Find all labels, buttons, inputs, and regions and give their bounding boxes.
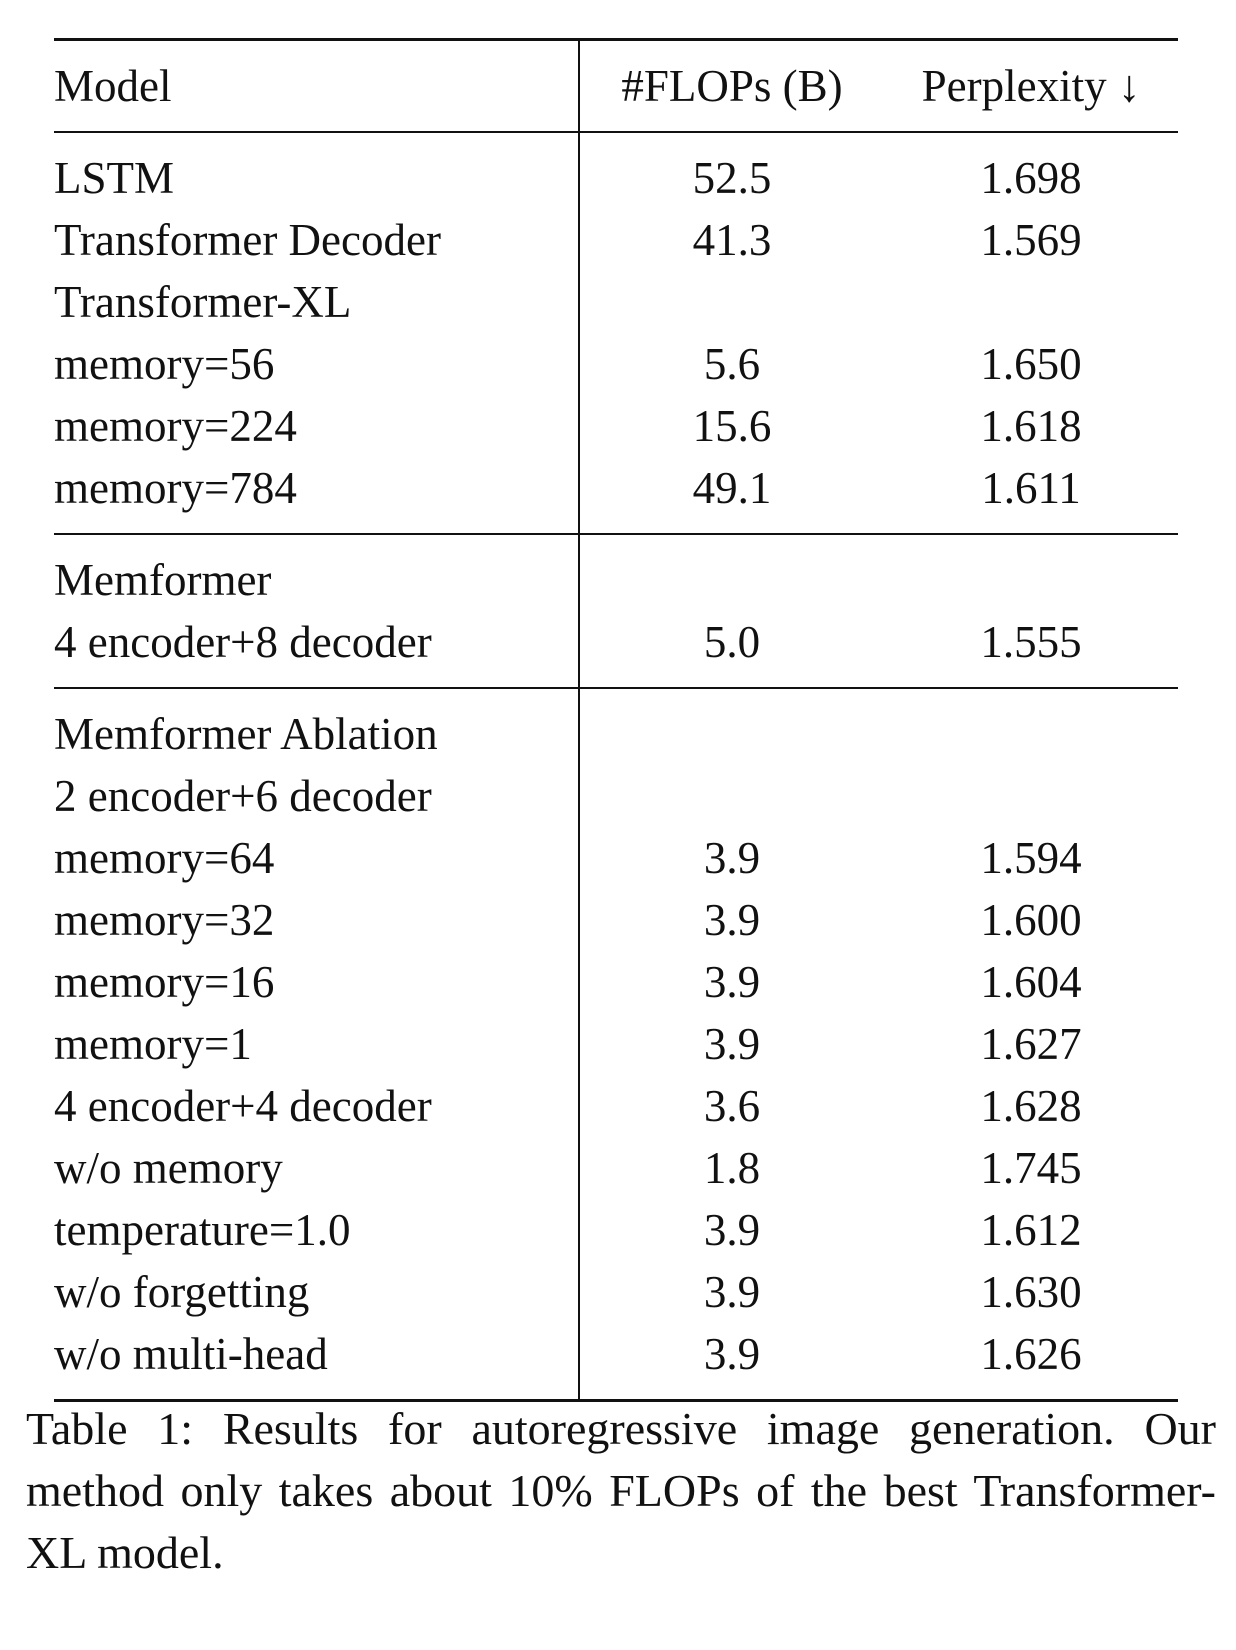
perplexity-cell <box>884 271 1178 333</box>
results-table-container <box>54 38 1178 1402</box>
flops-cell: 3.9 <box>703 1019 761 1069</box>
table-row <box>54 457 1178 534</box>
header-model: Model <box>54 40 579 133</box>
table-row <box>54 688 1178 765</box>
table-row <box>54 889 1178 951</box>
model-cell: 2 encoder+6 decoder <box>54 765 579 827</box>
flops-cell <box>579 765 884 827</box>
perplexity-cell: 1.627 <box>980 1019 1082 1069</box>
model-cell: memory=64 <box>54 827 579 889</box>
model-cell: 4 encoder+4 decoder <box>54 1075 579 1137</box>
perplexity-cell: 1.628 <box>980 1081 1082 1131</box>
model-cell: LSTM <box>54 132 579 209</box>
model-cell: temperature=1.0 <box>54 1199 579 1261</box>
perplexity-cell <box>884 688 1178 765</box>
model-cell: memory=784 <box>54 457 579 534</box>
perplexity-cell <box>884 765 1178 827</box>
table-row <box>54 395 1178 457</box>
perplexity-cell: 1.594 <box>980 833 1082 883</box>
perplexity-cell <box>884 534 1178 611</box>
flops-cell: 52.5 <box>692 153 772 203</box>
results-table <box>54 38 1178 1402</box>
perplexity-cell: 1.698 <box>980 153 1082 203</box>
table-caption: Table 1: Results for autoregressive image generation. Our method only takes about 10% FLOPs of the best Transformer-XL model. <box>26 1403 1216 1578</box>
flops-cell: 5.6 <box>703 339 761 389</box>
model-cell: Transformer Decoder <box>54 209 579 271</box>
flops-cell: 1.8 <box>703 1143 761 1193</box>
table-row <box>54 951 1178 1013</box>
flops-cell: 3.9 <box>703 957 761 1007</box>
flops-cell: 3.9 <box>703 895 761 945</box>
flops-cell: 15.6 <box>692 401 772 451</box>
model-cell: w/o forgetting <box>54 1261 579 1323</box>
table-row <box>54 1199 1178 1261</box>
model-cell: memory=1 <box>54 1013 579 1075</box>
table-row <box>54 271 1178 333</box>
table-row <box>54 333 1178 395</box>
table-row <box>54 1323 1178 1401</box>
flops-cell: 3.9 <box>703 1267 761 1317</box>
table-row <box>54 209 1178 271</box>
header-flops: #FLOPs (B) <box>621 61 843 111</box>
perplexity-cell: 1.630 <box>980 1267 1082 1317</box>
perplexity-cell: 1.745 <box>980 1143 1082 1193</box>
table-row <box>54 132 1178 209</box>
perplexity-cell: 1.569 <box>980 215 1082 265</box>
model-cell: Memformer Ablation <box>54 688 579 765</box>
flops-cell: 3.9 <box>579 1323 884 1401</box>
flops-cell: 5.0 <box>579 611 884 688</box>
perplexity-cell: 1.604 <box>980 957 1082 1007</box>
model-cell: w/o multi-head <box>54 1323 579 1401</box>
flops-cell <box>579 534 884 611</box>
flops-cell <box>579 271 884 333</box>
model-cell: Transformer-XL <box>54 271 579 333</box>
perplexity-cell: 1.612 <box>980 1205 1082 1255</box>
perplexity-cell: 1.626 <box>884 1323 1178 1401</box>
table-row <box>54 1137 1178 1199</box>
table-row <box>54 765 1178 827</box>
table-row <box>54 611 1178 688</box>
table-row <box>54 1075 1178 1137</box>
table-row <box>54 1013 1178 1075</box>
perplexity-cell: 1.611 <box>884 457 1178 534</box>
flops-cell: 3.9 <box>703 833 761 883</box>
flops-cell: 3.9 <box>703 1205 761 1255</box>
model-cell: w/o memory <box>54 1137 579 1199</box>
model-cell: memory=16 <box>54 951 579 1013</box>
model-cell: 4 encoder+8 decoder <box>54 611 579 688</box>
perplexity-cell: 1.618 <box>980 401 1082 451</box>
model-cell: memory=32 <box>54 889 579 951</box>
perplexity-cell: 1.600 <box>980 895 1082 945</box>
model-cell: memory=56 <box>54 333 579 395</box>
perplexity-cell: 1.555 <box>884 611 1178 688</box>
table-row <box>54 1261 1178 1323</box>
model-cell: memory=224 <box>54 395 579 457</box>
header-perplexity: Perplexity ↓ <box>921 61 1141 111</box>
perplexity-cell: 1.650 <box>980 339 1082 389</box>
flops-cell: 49.1 <box>579 457 884 534</box>
header-row <box>54 40 1178 133</box>
flops-cell: 3.6 <box>703 1081 761 1131</box>
flops-cell <box>579 688 884 765</box>
table-row <box>54 534 1178 611</box>
model-cell: Memformer <box>54 534 579 611</box>
flops-cell: 41.3 <box>692 215 772 265</box>
table-row <box>54 827 1178 889</box>
